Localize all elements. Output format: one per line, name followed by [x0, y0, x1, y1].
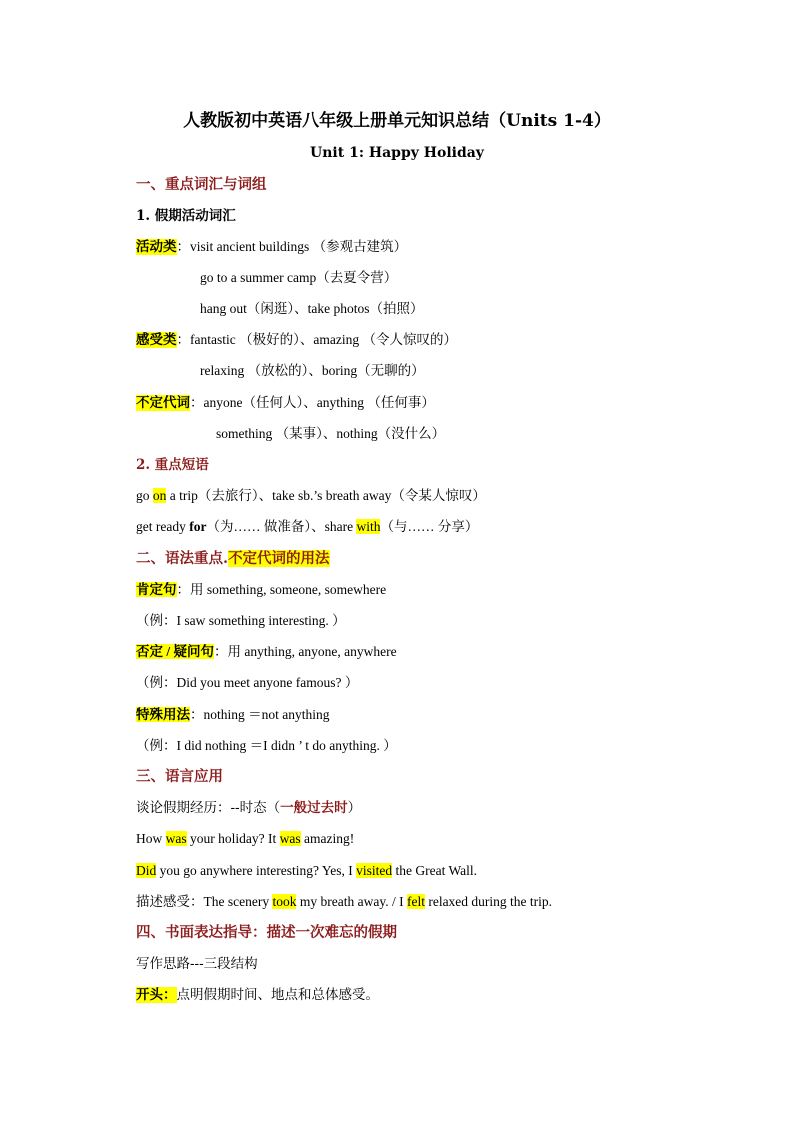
example-2-highlight-2: visited	[356, 863, 393, 878]
example-1-highlight-2: was	[279, 831, 301, 846]
affirmative-text: ：用 something, someone, somewhere	[176, 582, 387, 597]
negative-label: 否定 / 疑问句	[136, 644, 215, 659]
example-3-text-b: my breath away. / I	[296, 894, 407, 909]
pronoun-item-1: anyone（任何人）、anything （任何事）	[203, 395, 435, 410]
activity-colon: ：	[176, 239, 190, 255]
phrase-2-text-c: （与…… 分享）	[380, 519, 479, 534]
document-title: 人教版初中英语八年级上册单元知识总结（Units 1-4）	[183, 111, 611, 131]
example-line-1	[136, 830, 354, 848]
example-3-text-a: 描述感受：The scenery	[136, 894, 273, 909]
example-1-text-c: amazing!	[300, 831, 355, 846]
activity-line-1	[136, 238, 407, 256]
phrase-1-highlight: on	[152, 488, 167, 503]
tense-text-b: ）	[347, 800, 362, 816]
opening-label: 开头：	[136, 987, 177, 1003]
activity-item-2: go to a summer camp（去夏令营）	[200, 270, 398, 285]
example-3-highlight-1: took	[272, 894, 297, 909]
feeling-item-1: fantastic （极好的）、amazing （令人惊叹的）	[190, 332, 457, 347]
example-line-3	[136, 893, 552, 911]
special-label: 特殊用法	[136, 707, 190, 722]
section-4-heading: 四、书面表达指导：描述一次难忘的假期	[136, 924, 397, 941]
example-2-text-b: the Great Wall.	[392, 863, 477, 878]
writing-structure: 写作思路---三段结构	[136, 956, 258, 972]
pronoun-label: 不定代词	[136, 395, 190, 411]
opening-text: 点明假期时间、地点和总体感受。	[176, 987, 379, 1003]
special-example: （例：I did nothing ＝I didn ’ t do anything. ）	[136, 738, 397, 753]
feeling-line-1	[136, 331, 457, 349]
subsection-2-heading: 2. 重点短语	[136, 457, 209, 473]
phrase-2-text-a: get ready	[136, 519, 190, 534]
example-3-text-c: relaxed during the trip.	[424, 894, 553, 909]
phrase-line-1	[136, 487, 486, 505]
affirmative-example: （例：I saw something interesting. ）	[136, 613, 346, 628]
tense-text-a: 谈论假期经历：--时态（	[136, 800, 281, 816]
pronoun-item-2: something （某事）、nothing（没什么）	[216, 426, 446, 441]
example-2-highlight-1: Did	[136, 863, 157, 878]
example-1-text-b: your holiday? It	[186, 831, 280, 846]
phrase-2-highlight: with	[356, 519, 381, 534]
section-2-heading	[136, 550, 330, 568]
feeling-item-2: relaxing （放松的）、boring（无聊的）	[200, 363, 425, 378]
activity-label: 活动类	[136, 239, 177, 255]
feeling-colon: ：	[176, 332, 190, 348]
subsection-1-heading: 1. 假期活动词汇	[136, 208, 236, 224]
affirmative-label: 肯定句	[136, 582, 177, 597]
tense-name: 一般过去时	[280, 800, 348, 816]
example-1-highlight-1: was	[165, 831, 187, 846]
phrase-line-2	[136, 518, 478, 536]
pronoun-colon: ：	[190, 395, 204, 411]
phrase-1-text-a: go	[136, 488, 153, 503]
example-3-highlight-2: felt	[406, 894, 425, 909]
example-1-text-a: How	[136, 831, 166, 846]
section-1-heading: 一、重点词汇与词组	[136, 176, 267, 193]
pronoun-line-1	[136, 394, 435, 412]
phrase-1-text-b: a trip（去旅行）、take sb.’s breath away（令某人惊叹）	[166, 488, 486, 503]
phrase-2-text-b: （为…… 做准备）、share	[206, 519, 357, 534]
section-3-heading: 三、语言应用	[136, 768, 223, 785]
tense-line	[136, 799, 361, 817]
example-2-text-a: you go anywhere interesting? Yes, I	[156, 863, 357, 878]
activity-item-3: hang out（闲逛）、take photos（拍照）	[200, 301, 424, 316]
special-line	[136, 706, 330, 724]
phrase-2-bold: for	[189, 519, 207, 534]
negative-text: ：用 anything, anyone, anywhere	[214, 644, 397, 659]
feeling-label: 感受类	[136, 332, 177, 348]
unit-title: Unit 1: Happy Holiday	[310, 145, 484, 161]
opening-line	[136, 986, 379, 1004]
special-text: ：nothing ＝not anything	[190, 707, 330, 722]
negative-line	[136, 643, 397, 661]
affirmative-line	[136, 581, 386, 599]
example-line-2	[136, 862, 477, 880]
section-2-heading-highlight: 不定代词的用法	[228, 550, 330, 567]
negative-example: （例：Did you meet anyone famous? ）	[136, 675, 359, 690]
section-2-heading-text: 二、语法重点.	[136, 550, 229, 567]
activity-item-1: visit ancient buildings （参观古建筑）	[190, 239, 408, 254]
